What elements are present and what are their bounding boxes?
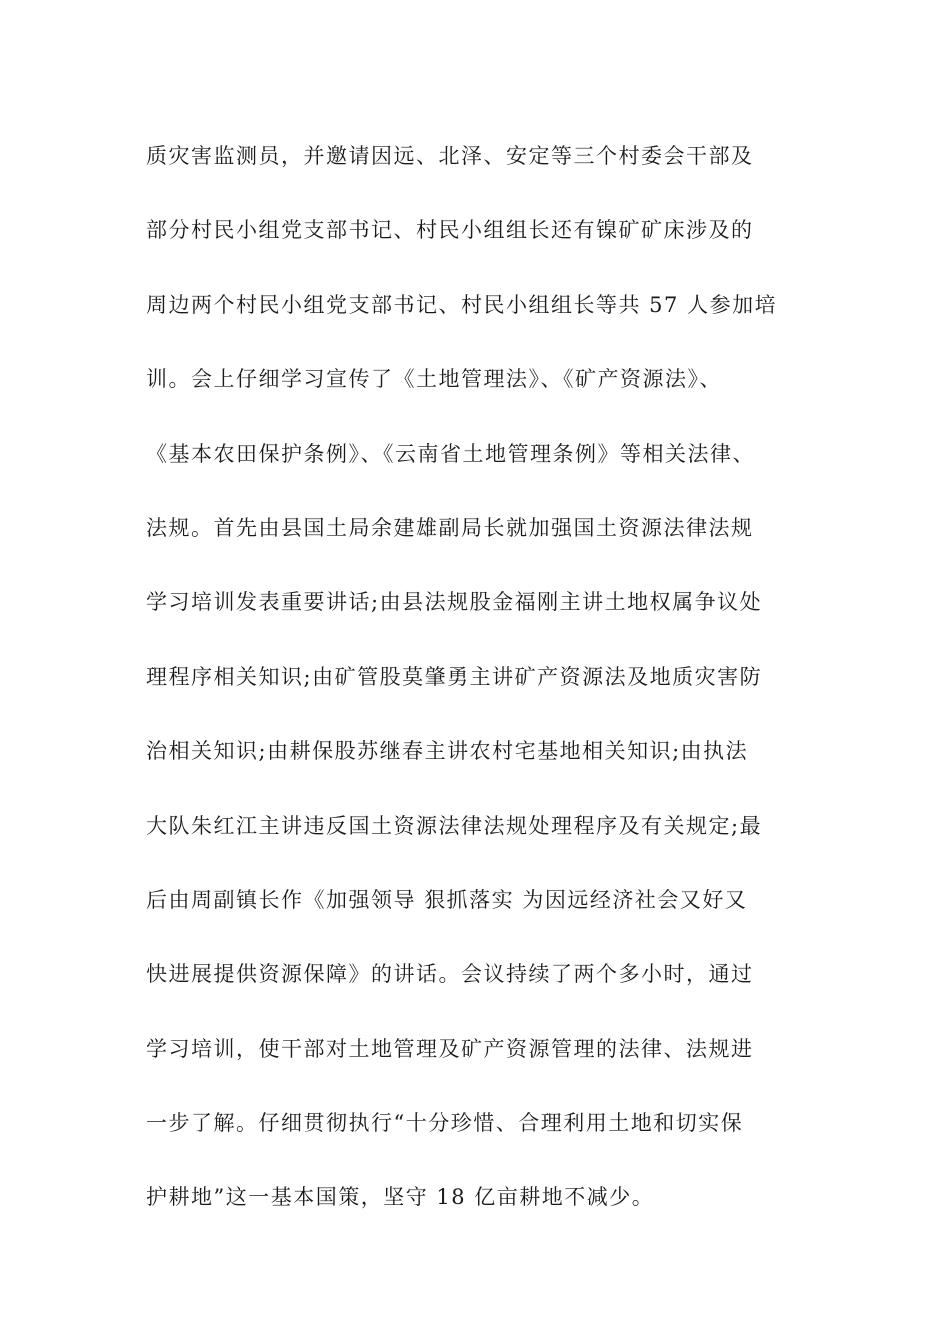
text-line-9: 治相关知识;由耕保股苏继春主讲农村宅基地相关知识;由执法 (146, 739, 749, 764)
text-line-13: 学习培训，使干部对土地管理及矿产资源管理的法律、法规进 (146, 1036, 754, 1061)
text-line-1: 质灾害监测员，并邀请因远、北泽、安定等三个村委会干部及 (146, 144, 754, 168)
text-line-2: 部分村民小组党支部书记、村民小组组长还有镍矿矿床涉及的 (146, 218, 754, 243)
text-line-11: 后由周副镇长作《加强领导 狠抓落实 为因远经济社会又好又 (146, 887, 748, 912)
text-line-8: 理程序相关知识;由矿管股莫肇勇主讲矿产资源法及地质灾害防 (146, 664, 763, 689)
text-line-7: 学习培训发表重要讲话;由县法规股金福刚主讲土地权属争议处 (146, 590, 763, 615)
text-line-10: 大队朱红江主讲违反国土资源法律法规处理程序及有关规定;最 (146, 813, 763, 838)
body-text (146, 130, 826, 1246)
text-line-12: 快进展提供资源保障》的讲话。会议持续了两个多小时，通过 (146, 962, 754, 987)
text-line-6: 法规。首先由县国土局余建雄副局长就加强国土资源法律法规 (146, 515, 754, 540)
text-line-15: 护耕地”这一基本国策，坚守 18 亿亩耕地不减少。 (146, 1185, 655, 1210)
text-line-5: 《基本农田保护条例》、《云南省土地管理条例》等相关法律、 (146, 441, 755, 466)
text-line-4: 训。会上仔细学习宣传了《土地管理法》、《矿产资源法》、 (146, 367, 722, 392)
text-line-3: 周边两个村民小组党支部书记、村民小组组长等共 57 人参加培 (146, 292, 778, 317)
text-line-14: 一步了解。仔细贯彻执行“十分珍惜、合理利用土地和切实保 (146, 1111, 744, 1136)
